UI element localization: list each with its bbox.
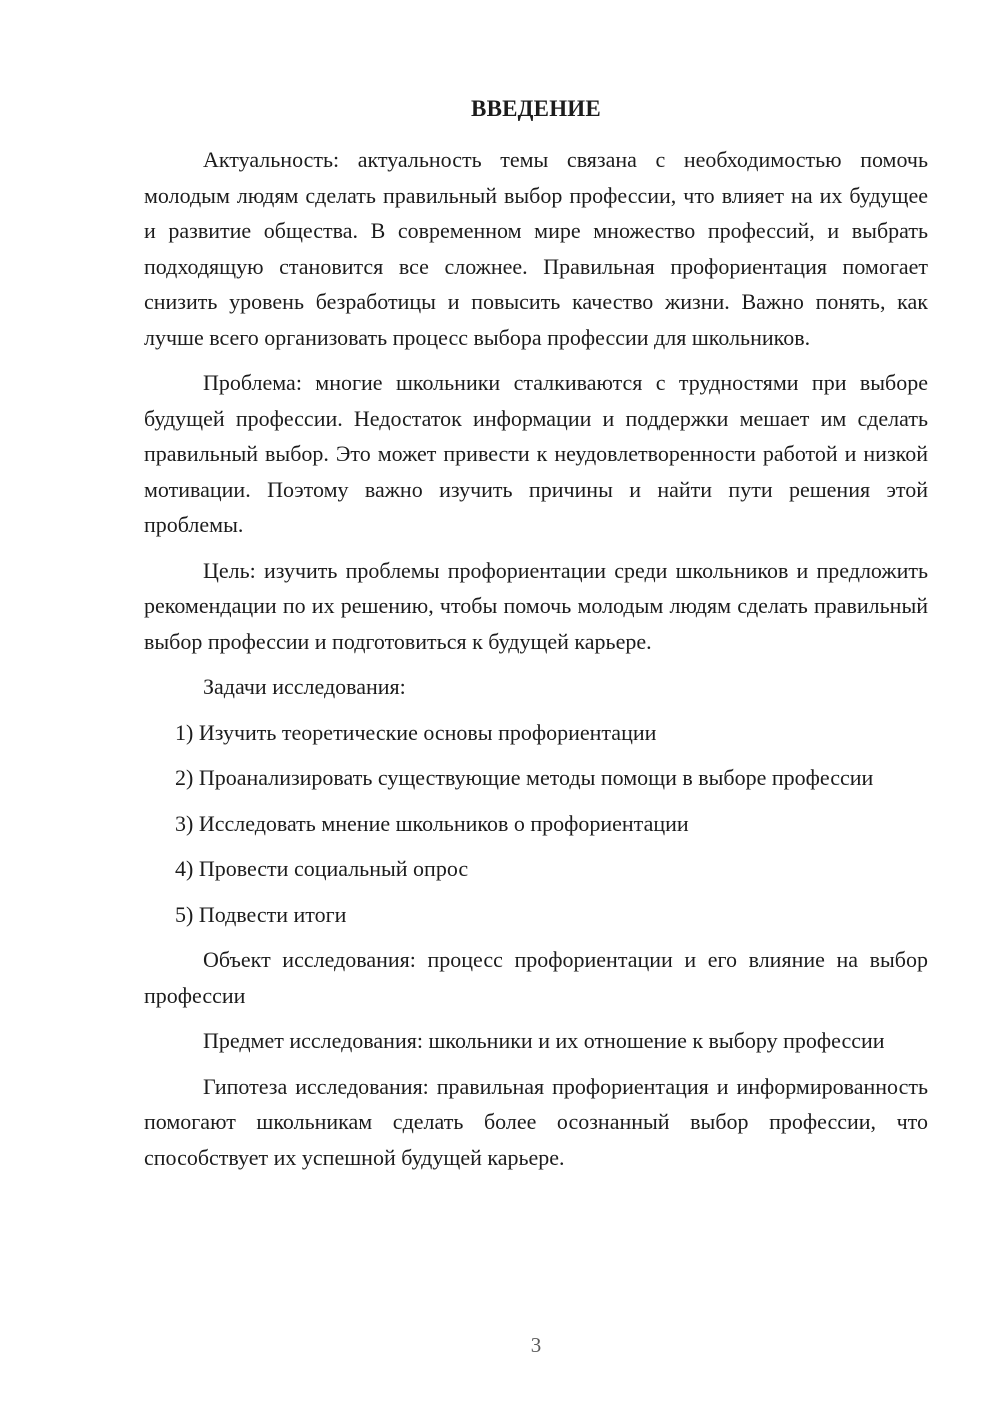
task-item: 3) Исследовать мнение школьников о профориентации [175, 810, 689, 836]
document-body [144, 142, 928, 1185]
task-item: 2) Проанализировать существующие методы помощи в выборе профессии [175, 765, 874, 790]
paragraph-hypothesis: Гипотеза исследования: правильная профориентация и информированность помогают школьникам сделать более осознанный выбор профессии, что способствует их успешной будущей карьере. [144, 1073, 928, 1170]
task-item: 4) Провести социальный опрос [175, 856, 469, 881]
paragraph-object: Объект исследования: процесс профориентации и его влияние на выбор профессии [144, 947, 928, 1008]
paragraph-subject: Предмет исследования: школьники и их отношение к выбору профессии [203, 1028, 885, 1053]
page-title: ВВЕДЕНИЕ [471, 96, 601, 121]
task-item: 5) Подвести итоги [175, 901, 347, 927]
paragraph-problem: Проблема: многие школьники сталкиваются с трудностями при выборе будущей профессии. Недостаток информации и поддержки мешает им сделать правильный выбор. Это может привести к неудовлетворенности работой и низкой мотивации. Поэтому важно изучить причины и найти пути решения этой проблемы. [144, 370, 928, 537]
tasks-heading: Задачи исследования: [203, 674, 406, 699]
paragraph-relevance: Актуальность: актуальность темы связана с необходимостью помочь молодым людям сделать правильный выбор профессии, что влияет на их будущее и развитие общества. В современном мире множество профессий, и выбрать подходящую становится все сложнее. Правильная профориентация помогает снизить уровень безработицы и повысить качество жизни. Важно понять, как лучше всего организовать процесс выбора профессии для школьников. [144, 147, 928, 350]
task-item: 1) Изучить теоретические основы профориентации [175, 719, 657, 745]
page-number: 3 [530, 1333, 542, 1357]
paragraph-goal: Цель: изучить проблемы профориентации среди школьников и предложить рекомендации по их решению, чтобы помочь молодым людям сделать правильный выбор профессии и подготовиться к будущей карьере. [144, 557, 928, 654]
